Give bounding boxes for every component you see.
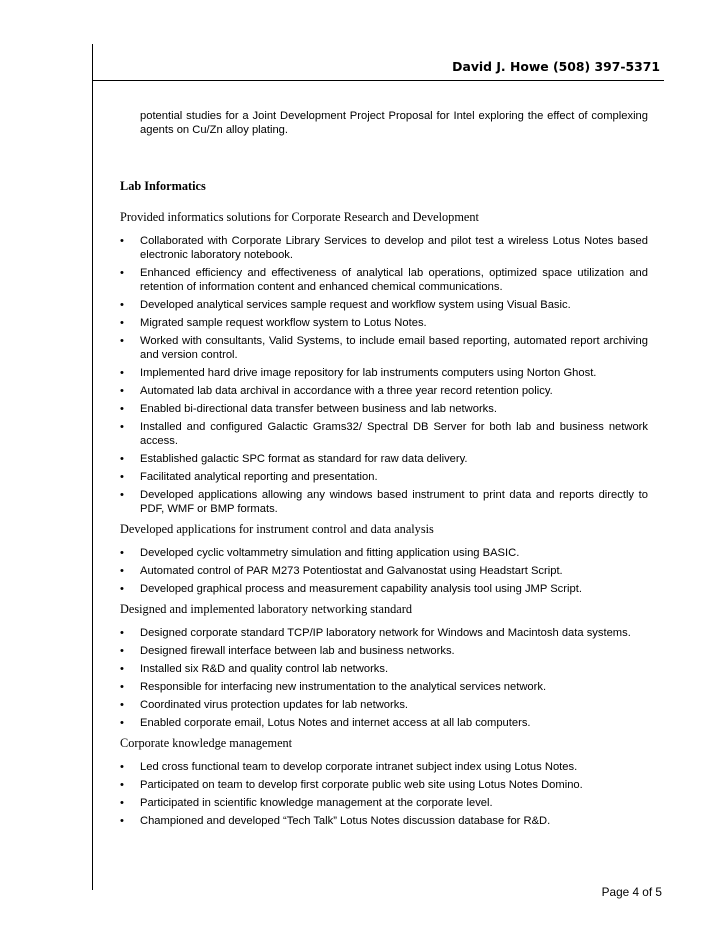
list-item [120, 716, 648, 730]
bullet-icon: • [120, 317, 124, 329]
subsection [120, 736, 648, 828]
bullet-icon: • [120, 471, 124, 483]
list-item-text: Worked with consultants, Valid Systems, to include email based reporting, automated report archiving and version control. [140, 335, 648, 361]
list-item-text: Participated in scientific knowledge management at the corporate level. [140, 797, 493, 809]
list-item-text: Championed and developed “Tech Talk” Lotus Notes discussion database for R&D. [140, 815, 551, 827]
bullet-icon: • [120, 699, 124, 711]
bullet-icon: • [120, 453, 124, 465]
list-item [120, 680, 648, 694]
list-item [120, 564, 648, 578]
bullet-icon: • [120, 583, 124, 595]
list-item-text: Designed firewall interface between lab and business networks. [140, 645, 455, 657]
list-item-text: Enabled corporate email, Lotus Notes and internet access at all lab computers. [140, 717, 531, 729]
list-item [120, 796, 648, 810]
header-name-phone: David J. Howe (508) 397-5371 [452, 59, 660, 74]
list-item-text: Developed analytical services sample request and workflow system using Visual Basic. [140, 299, 571, 311]
bullet-icon: • [120, 815, 124, 827]
bullet-icon: • [120, 335, 124, 347]
bullet-icon: • [120, 761, 124, 773]
list-item-text: Installed and configured Galactic Grams32/ Spectral DB Server for both lab and business network access. [140, 421, 648, 447]
list-item [120, 234, 648, 262]
bullet-icon: • [120, 267, 124, 279]
list-item [120, 644, 648, 658]
list-item-text: Developed cyclic voltammetry simulation and fitting application using BASIC. [140, 547, 520, 559]
bullet-icon: • [120, 547, 124, 559]
bullet-icon: • [120, 489, 124, 501]
bullet-icon: • [120, 627, 124, 639]
list-item [120, 366, 648, 380]
bullet-icon: • [120, 367, 124, 379]
bullet-icon: • [120, 681, 124, 693]
list-item [120, 298, 648, 312]
list-item-text: Collaborated with Corporate Library Services to develop and pilot test a wireless Lotus Notes based electronic laboratory notebook. [140, 235, 648, 261]
list-item-text: Migrated sample request workflow system to Lotus Notes. [140, 317, 427, 329]
list-item-text: Established galactic SPC format as standard for raw data delivery. [140, 453, 468, 465]
bullet-icon: • [120, 663, 124, 675]
subsection [120, 210, 648, 516]
subsection-heading: Designed and implemented laboratory networking standard [120, 602, 412, 616]
bullet-icon: • [120, 235, 124, 247]
page-number: Page 4 of 5 [601, 885, 662, 899]
list-item [120, 266, 648, 294]
list-item [120, 402, 648, 416]
list-item [120, 316, 648, 330]
list-item-text: Coordinated virus protection updates for lab networks. [140, 699, 409, 711]
bullet-icon: • [120, 421, 124, 433]
list-item [120, 814, 648, 828]
list-item-text: Automated control of PAR M273 Potentiostat and Galvanostat using Headstart Script. [140, 565, 563, 577]
bullet-list [120, 234, 648, 516]
list-item [120, 420, 648, 448]
bullet-icon: • [120, 565, 124, 577]
list-item [120, 334, 648, 362]
bullet-icon: • [120, 717, 124, 729]
list-item-text: Enhanced efficiency and effectiveness of analytical lab operations, optimized space utilization and retention of information content and enhanced chemical communications. [140, 267, 648, 293]
header-rule [92, 80, 664, 81]
bullet-list [120, 760, 648, 828]
list-item-text: Installed six R&D and quality control lab networks. [140, 663, 389, 675]
list-item [120, 582, 648, 596]
subsection-heading: Developed applications for instrument control and data analysis [120, 522, 434, 536]
bullet-icon: • [120, 385, 124, 397]
list-item-text: Responsible for interfacing new instrumentation to the analytical services network. [140, 681, 547, 693]
margin-rule-left [92, 44, 93, 890]
bullet-icon: • [120, 797, 124, 809]
list-item-text: Enabled bi-directional data transfer between business and lab networks. [140, 403, 497, 415]
list-item-text: Led cross functional team to develop corporate intranet subject index using Lotus Notes. [140, 761, 578, 773]
subsection-heading: Provided informatics solutions for Corporate Research and Development [120, 210, 479, 224]
subsection-heading: Corporate knowledge management [120, 736, 293, 750]
list-item [120, 546, 648, 560]
list-item-text: Implemented hard drive image repository for lab instruments computers using Norton Ghost. [140, 367, 597, 379]
list-item [120, 488, 648, 516]
subsection [120, 602, 648, 730]
list-item [120, 760, 648, 774]
list-item [120, 626, 648, 640]
list-item-text: Facilitated analytical reporting and presentation. [140, 471, 378, 483]
list-item-text: Participated on team to develop first corporate public web site using Lotus Notes Domino. [140, 779, 583, 791]
continuation-paragraph: potential studies for a Joint Development Project Proposal for Intel exploring the effect of complexing agents on Cu/Zn alloy plating. [140, 110, 648, 136]
list-item [120, 452, 648, 466]
list-item [120, 470, 648, 484]
section-title: Lab Informatics [120, 179, 206, 193]
page-content [120, 109, 648, 832]
list-item-text: Automated lab data archival in accordance with a three year record retention policy. [140, 385, 553, 397]
bullet-list [120, 626, 648, 730]
bullet-icon: • [120, 299, 124, 311]
list-item [120, 778, 648, 792]
bullet-icon: • [120, 403, 124, 415]
list-item-text: Developed graphical process and measurement capability analysis tool using JMP Script. [140, 583, 582, 595]
bullet-icon: • [120, 645, 124, 657]
list-item-text: Designed corporate standard TCP/IP laboratory network for Windows and Macintosh data systems. [140, 627, 631, 639]
list-item [120, 384, 648, 398]
bullet-list [120, 546, 648, 596]
bullet-icon: • [120, 779, 124, 791]
list-item [120, 698, 648, 712]
subsections [120, 210, 648, 828]
list-item-text: Developed applications allowing any windows based instrument to print data and reports directly to PDF, WMF or BMP formats. [140, 489, 648, 515]
subsection [120, 522, 648, 596]
list-item [120, 662, 648, 676]
